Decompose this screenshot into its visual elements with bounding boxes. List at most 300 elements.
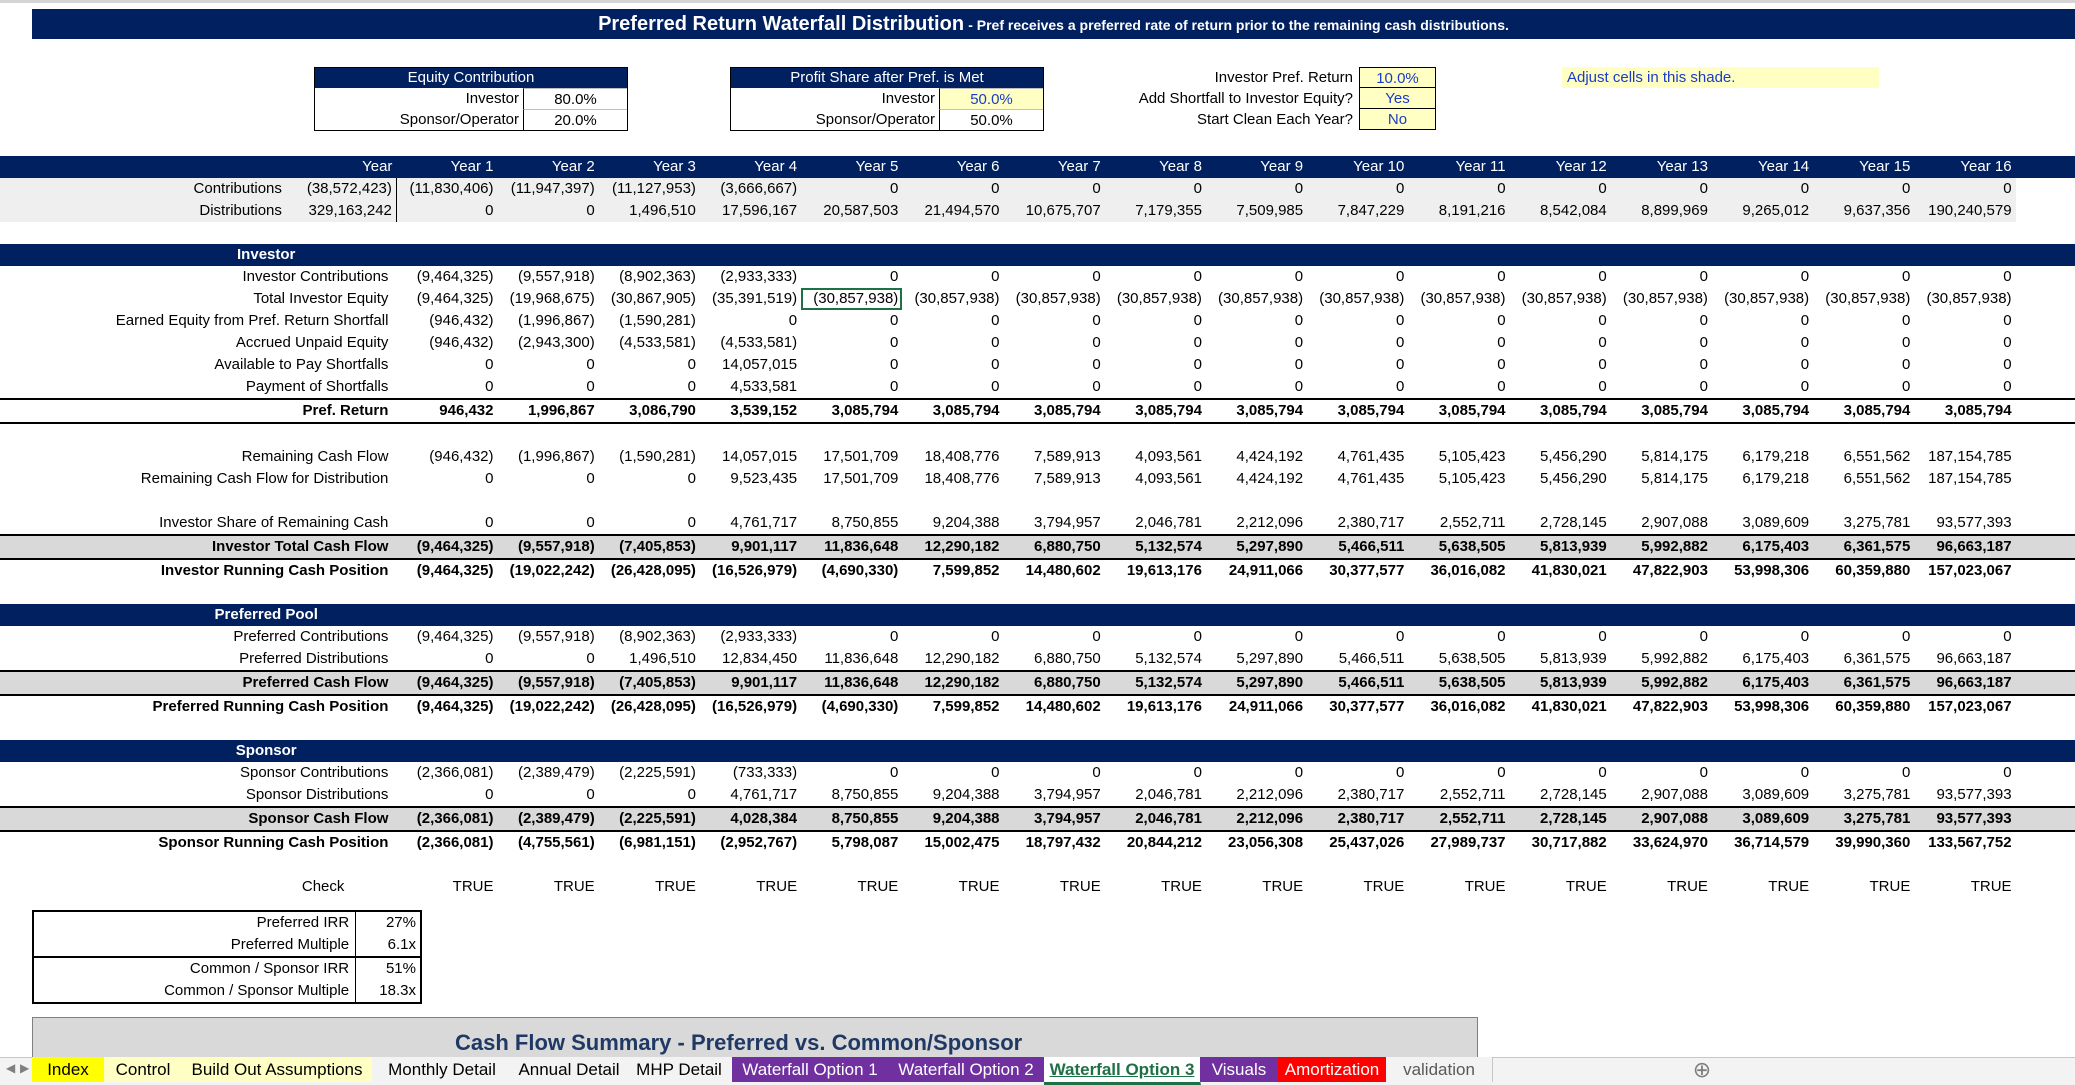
- empty-cell[interactable]: [1813, 490, 1914, 512]
- empty-cell[interactable]: [700, 740, 801, 762]
- value-cell[interactable]: (7,405,853): [599, 535, 700, 559]
- empty-cell[interactable]: [1408, 604, 1509, 626]
- empty-cell[interactable]: [2016, 310, 2075, 332]
- value-cell[interactable]: (30,857,938): [1420, 290, 1506, 307]
- empty-cell[interactable]: [1307, 244, 1408, 266]
- empty-cell[interactable]: [700, 423, 801, 446]
- empty-cell[interactable]: [2016, 200, 2075, 222]
- empty-cell[interactable]: [0, 718, 396, 740]
- value-cell[interactable]: 0: [485, 786, 494, 803]
- value-cell[interactable]: 0: [1193, 378, 1202, 395]
- empty-cell[interactable]: [1611, 490, 1712, 512]
- value-cell[interactable]: (1,996,867): [517, 312, 595, 329]
- value-cell[interactable]: 27,989,737: [1430, 834, 1506, 851]
- value-cell[interactable]: (19,022,242): [509, 698, 595, 715]
- empty-cell[interactable]: [1408, 740, 1509, 762]
- empty-cell[interactable]: [599, 222, 700, 244]
- value-cell[interactable]: 0: [1092, 312, 1101, 329]
- value-cell[interactable]: 5,297,890: [1236, 650, 1304, 667]
- empty-cell[interactable]: [801, 854, 902, 876]
- empty-cell[interactable]: [1510, 582, 1611, 604]
- value-cell[interactable]: 2,380,717: [1337, 514, 1405, 531]
- value-cell[interactable]: 0: [2003, 356, 2012, 373]
- value-cell[interactable]: 17,501,709: [823, 470, 899, 487]
- value-cell[interactable]: 0: [1105, 178, 1206, 200]
- empty-cell[interactable]: [700, 604, 801, 626]
- value-cell[interactable]: 0: [889, 628, 899, 645]
- value-cell[interactable]: (9,557,918): [517, 268, 595, 285]
- value-cell[interactable]: 5,813,939: [1540, 650, 1607, 667]
- empty-cell[interactable]: [2016, 376, 2075, 399]
- value-cell[interactable]: 5,466,511: [1307, 535, 1408, 559]
- value-cell[interactable]: 0: [1497, 312, 1506, 329]
- value-cell[interactable]: TRUE: [1667, 878, 1708, 895]
- value-cell[interactable]: 2,212,096: [1236, 514, 1304, 531]
- value-cell[interactable]: 24,911,066: [1228, 562, 1304, 579]
- year-header-cell[interactable]: Year 14: [1712, 156, 1813, 178]
- value-cell[interactable]: 0: [1497, 268, 1506, 285]
- value-cell[interactable]: TRUE: [1970, 878, 2012, 895]
- value-cell[interactable]: 5,813,939: [1510, 671, 1611, 695]
- value-cell[interactable]: (30,867,905): [610, 290, 696, 307]
- value-cell[interactable]: TRUE: [1059, 878, 1101, 895]
- empty-cell[interactable]: [1206, 854, 1307, 876]
- value-cell[interactable]: 96,663,187: [1936, 650, 2012, 667]
- empty-cell[interactable]: [0, 582, 396, 604]
- value-cell[interactable]: 3,089,609: [1742, 786, 1810, 803]
- value-cell[interactable]: 0: [687, 378, 696, 395]
- year-header-cell[interactable]: Year 4: [700, 156, 801, 178]
- value-cell[interactable]: 2,046,781: [1105, 807, 1206, 831]
- empty-cell[interactable]: [1408, 854, 1509, 876]
- empty-cell[interactable]: [2016, 512, 2075, 535]
- value-cell[interactable]: 0: [1800, 268, 1810, 285]
- value-cell[interactable]: (4,533,581): [619, 334, 696, 351]
- value-cell[interactable]: 0: [396, 200, 497, 222]
- row-label[interactable]: Remaining Cash Flow: [241, 448, 389, 465]
- row-label[interactable]: Sponsor Contributions: [239, 764, 389, 781]
- empty-cell[interactable]: [1004, 718, 1105, 740]
- value-cell[interactable]: 0: [1294, 764, 1304, 781]
- value-cell[interactable]: 5,638,505: [1408, 671, 1509, 695]
- empty-cell[interactable]: [498, 604, 599, 626]
- empty-cell[interactable]: [1307, 490, 1408, 512]
- empty-cell[interactable]: [396, 854, 497, 876]
- value-cell[interactable]: 8,750,855: [831, 786, 899, 803]
- value-cell[interactable]: 4,424,192: [1236, 448, 1304, 465]
- value-cell[interactable]: (2,952,767): [720, 834, 798, 851]
- value-cell[interactable]: 0: [1699, 764, 1708, 781]
- empty-cell[interactable]: [1408, 718, 1509, 740]
- empty-cell[interactable]: [2016, 354, 2075, 376]
- empty-cell[interactable]: [1914, 582, 2015, 604]
- value-cell[interactable]: (9,464,325): [396, 671, 497, 695]
- value-cell[interactable]: 3,085,794: [1004, 399, 1105, 423]
- empty-cell[interactable]: [1611, 244, 1712, 266]
- value-cell[interactable]: 0: [991, 312, 1000, 329]
- empty-cell[interactable]: [2016, 178, 2075, 200]
- value-cell[interactable]: TRUE: [655, 878, 696, 895]
- value-cell[interactable]: 0: [586, 470, 595, 487]
- empty-cell[interactable]: [1611, 222, 1712, 244]
- value-cell[interactable]: 0: [1699, 312, 1708, 329]
- sheet-tab-visuals[interactable]: Visuals: [1200, 1057, 1279, 1082]
- value-cell[interactable]: (946,432): [429, 334, 494, 351]
- value-cell[interactable]: 157,023,067: [1928, 562, 2012, 579]
- value-cell[interactable]: 0: [1497, 334, 1506, 351]
- section-header[interactable]: Sponsor: [0, 740, 396, 762]
- empty-cell[interactable]: [2016, 559, 2075, 582]
- value-cell[interactable]: 187,154,785: [1928, 470, 2012, 487]
- empty-cell[interactable]: [1105, 582, 1206, 604]
- value-cell[interactable]: 8,542,084: [1510, 200, 1611, 222]
- value-cell[interactable]: 17,501,709: [823, 448, 899, 465]
- value-cell[interactable]: 0: [1712, 178, 1813, 200]
- empty-cell[interactable]: [2016, 762, 2075, 784]
- value-cell[interactable]: 30,377,577: [1329, 698, 1405, 715]
- sheet-tab-annual-detail[interactable]: Annual Detail: [512, 1057, 627, 1082]
- value-cell[interactable]: 5,992,882: [1611, 671, 1712, 695]
- empty-cell[interactable]: [801, 423, 902, 446]
- value-cell[interactable]: (30,857,938): [1825, 290, 1911, 307]
- empty-cell[interactable]: [902, 718, 1003, 740]
- value-cell[interactable]: (4,533,581): [720, 334, 798, 351]
- empty-cell[interactable]: [498, 490, 599, 512]
- value-cell[interactable]: 12,290,182: [924, 650, 1000, 667]
- empty-cell[interactable]: [1307, 423, 1408, 446]
- value-cell[interactable]: 0: [2003, 378, 2012, 395]
- value-cell[interactable]: 7,509,985: [1206, 200, 1307, 222]
- value-cell[interactable]: 9,204,388: [932, 514, 1000, 531]
- year-header-cell[interactable]: Year 2: [498, 156, 599, 178]
- value-cell[interactable]: 3,085,794: [1510, 399, 1611, 423]
- value-cell[interactable]: 12,290,182: [902, 671, 1003, 695]
- value-cell[interactable]: (4,690,330): [821, 562, 899, 579]
- value-cell[interactable]: 1,496,510: [629, 650, 696, 667]
- value-cell[interactable]: TRUE: [1363, 878, 1405, 895]
- value-cell[interactable]: 8,191,216: [1408, 200, 1509, 222]
- value-cell[interactable]: 0: [1510, 178, 1611, 200]
- value-cell[interactable]: 0: [498, 200, 599, 222]
- empty-cell[interactable]: [0, 222, 396, 244]
- value-cell[interactable]: (9,557,918): [498, 671, 599, 695]
- value-cell[interactable]: 0: [2003, 628, 2012, 645]
- empty-cell[interactable]: [1004, 740, 1105, 762]
- empty-cell[interactable]: [1307, 222, 1408, 244]
- empty-cell[interactable]: [1004, 423, 1105, 446]
- preferred-multiple-cell[interactable]: 6.1x: [355, 934, 420, 956]
- empty-cell[interactable]: [1611, 740, 1712, 762]
- sheet-tab-amortization[interactable]: Amortization: [1278, 1057, 1387, 1082]
- year-header-cell[interactable]: Year 10: [1307, 156, 1408, 178]
- empty-cell[interactable]: [498, 854, 599, 876]
- value-cell[interactable]: 5,297,890: [1206, 671, 1307, 695]
- empty-cell[interactable]: [902, 740, 1003, 762]
- value-cell[interactable]: 0: [1902, 764, 1911, 781]
- value-cell[interactable]: 0: [1800, 378, 1810, 395]
- value-cell[interactable]: 0: [1800, 764, 1810, 781]
- value-cell[interactable]: 24,911,066: [1228, 698, 1304, 715]
- value-cell[interactable]: 2,212,096: [1236, 786, 1304, 803]
- value-cell[interactable]: (9,464,325): [396, 535, 497, 559]
- value-cell[interactable]: 6,175,403: [1712, 535, 1813, 559]
- empty-cell[interactable]: [1813, 740, 1914, 762]
- empty-cell[interactable]: [1206, 222, 1307, 244]
- value-cell[interactable]: 3,539,152: [700, 399, 801, 423]
- row-label[interactable]: Accrued Unpaid Equity: [235, 334, 389, 351]
- empty-cell[interactable]: [498, 222, 599, 244]
- empty-cell[interactable]: [801, 718, 902, 740]
- empty-cell[interactable]: [902, 604, 1003, 626]
- value-cell[interactable]: 3,085,794: [801, 399, 902, 423]
- value-cell[interactable]: 53,998,306: [1734, 562, 1810, 579]
- value-cell[interactable]: 0: [1092, 628, 1101, 645]
- empty-cell[interactable]: [2016, 604, 2075, 626]
- empty-cell[interactable]: [1307, 740, 1408, 762]
- value-cell[interactable]: 14,057,015: [722, 356, 798, 373]
- value-cell[interactable]: (35,391,519): [712, 290, 798, 307]
- value-cell[interactable]: 60,359,880: [1835, 698, 1911, 715]
- value-cell[interactable]: 0: [1598, 628, 1607, 645]
- empty-cell[interactable]: [1206, 244, 1307, 266]
- value-cell[interactable]: 2,907,088: [1641, 786, 1708, 803]
- empty-cell[interactable]: [1914, 854, 2015, 876]
- value-cell[interactable]: 8,899,969: [1611, 200, 1712, 222]
- value-cell[interactable]: 0: [1395, 268, 1405, 285]
- value-cell[interactable]: 0: [1395, 764, 1405, 781]
- empty-cell[interactable]: [1206, 490, 1307, 512]
- empty-cell[interactable]: [1307, 582, 1408, 604]
- year-header-cell[interactable]: Year 13: [1611, 156, 1712, 178]
- value-cell[interactable]: 4,093,561: [1135, 448, 1202, 465]
- value-cell[interactable]: 946,432: [396, 399, 497, 423]
- value-cell[interactable]: 19,613,176: [1126, 562, 1202, 579]
- value-cell[interactable]: (26,428,095): [610, 562, 696, 579]
- row-label[interactable]: Total Investor Equity: [253, 290, 389, 307]
- empty-cell[interactable]: [1105, 604, 1206, 626]
- value-cell[interactable]: 6,880,750: [1004, 535, 1105, 559]
- value-cell[interactable]: 0: [1598, 378, 1607, 395]
- value-cell[interactable]: 0: [1497, 356, 1506, 373]
- value-cell[interactable]: 9,265,012: [1712, 200, 1813, 222]
- value-cell[interactable]: (733,333): [732, 764, 798, 781]
- empty-cell[interactable]: [700, 854, 801, 876]
- value-cell[interactable]: (7,405,853): [599, 671, 700, 695]
- value-cell[interactable]: 0: [1092, 764, 1101, 781]
- empty-cell[interactable]: [2016, 266, 2075, 288]
- empty-cell[interactable]: [1914, 244, 2015, 266]
- value-cell[interactable]: 6,551,562: [1843, 470, 1911, 487]
- value-cell[interactable]: 30,377,577: [1329, 562, 1405, 579]
- value-cell[interactable]: 5,105,423: [1438, 448, 1506, 465]
- value-cell[interactable]: 7,589,913: [1033, 470, 1101, 487]
- value-cell[interactable]: 0: [1611, 178, 1712, 200]
- empty-cell[interactable]: [2016, 399, 2075, 423]
- sponsor-multiple-cell[interactable]: 18.3x: [355, 980, 420, 1002]
- value-cell[interactable]: (16,526,979): [712, 562, 798, 579]
- value-cell[interactable]: 0: [1699, 268, 1708, 285]
- value-cell[interactable]: 7,847,229: [1307, 200, 1408, 222]
- value-cell[interactable]: (3,666,667): [700, 178, 801, 200]
- empty-cell[interactable]: [2016, 468, 2075, 490]
- value-cell[interactable]: 19,613,176: [1126, 698, 1202, 715]
- value-cell[interactable]: 133,567,752: [1928, 834, 2012, 851]
- sheet-tab-validation[interactable]: validation: [1386, 1057, 1493, 1082]
- value-cell[interactable]: (30,857,938): [801, 288, 902, 310]
- value-cell[interactable]: (30,857,938): [1926, 290, 2012, 307]
- value-cell[interactable]: 6,179,218: [1742, 470, 1810, 487]
- value-cell[interactable]: 0: [991, 628, 1000, 645]
- value-cell[interactable]: 93,577,393: [1936, 514, 2012, 531]
- value-cell[interactable]: 93,577,393: [1936, 786, 2012, 803]
- empty-cell[interactable]: [1914, 718, 2015, 740]
- value-cell[interactable]: 5,466,511: [1338, 650, 1405, 667]
- value-cell[interactable]: 6,361,575: [1843, 650, 1911, 667]
- value-cell[interactable]: 4,761,435: [1337, 470, 1405, 487]
- empty-cell[interactable]: [2016, 446, 2075, 468]
- value-cell[interactable]: 0: [1902, 628, 1911, 645]
- value-cell[interactable]: 3,794,957: [1004, 807, 1105, 831]
- empty-cell[interactable]: [599, 604, 700, 626]
- value-cell[interactable]: (30,857,938): [1116, 290, 1202, 307]
- profit-sponsor-cell[interactable]: 50.0%: [939, 109, 1043, 130]
- sheet-tab-waterfall-option-1[interactable]: Waterfall Option 1: [732, 1057, 889, 1082]
- summary-label-cell[interactable]: [0, 178, 396, 200]
- value-cell[interactable]: 12,290,182: [902, 535, 1003, 559]
- value-cell[interactable]: 12,834,450: [722, 650, 798, 667]
- empty-cell[interactable]: [700, 490, 801, 512]
- value-cell[interactable]: 60,359,880: [1835, 562, 1911, 579]
- value-cell[interactable]: (1,996,867): [517, 448, 595, 465]
- preferred-irr-cell[interactable]: 27%: [355, 912, 420, 934]
- value-cell[interactable]: 0: [1395, 312, 1405, 329]
- value-cell[interactable]: 0: [1294, 312, 1304, 329]
- value-cell[interactable]: (19,968,675): [509, 290, 595, 307]
- empty-cell[interactable]: [1611, 718, 1712, 740]
- add-sheet-icon[interactable]: ⊕: [1692, 1057, 1712, 1082]
- value-cell[interactable]: 0: [2003, 764, 2012, 781]
- value-cell[interactable]: 5,132,574: [1105, 671, 1206, 695]
- row-label[interactable]: Payment of Shortfalls: [245, 378, 389, 395]
- empty-cell[interactable]: [1307, 718, 1408, 740]
- value-cell[interactable]: 0: [2003, 312, 2012, 329]
- empty-cell[interactable]: [396, 490, 497, 512]
- empty-cell[interactable]: [1307, 854, 1408, 876]
- empty-cell[interactable]: [1914, 740, 2015, 762]
- empty-cell[interactable]: [599, 582, 700, 604]
- value-cell[interactable]: 0: [1395, 334, 1405, 351]
- empty-cell[interactable]: [1712, 423, 1813, 446]
- value-cell[interactable]: 20,587,503: [801, 200, 902, 222]
- empty-cell[interactable]: [1510, 740, 1611, 762]
- year-header-cell[interactable]: Year 6: [902, 156, 1003, 178]
- sheet-tab-build-out-assumptions[interactable]: Build Out Assumptions: [182, 1057, 373, 1082]
- value-cell[interactable]: 0: [1800, 356, 1810, 373]
- empty-cell[interactable]: [902, 854, 1003, 876]
- year-header-cell[interactable]: Year 3: [599, 156, 700, 178]
- section-header[interactable]: Investor: [0, 244, 396, 266]
- empty-cell[interactable]: [599, 244, 700, 266]
- value-cell[interactable]: 0: [1598, 312, 1607, 329]
- value-cell[interactable]: 0: [1902, 334, 1911, 351]
- value-cell[interactable]: (8,902,363): [619, 628, 696, 645]
- sheet-tab-index[interactable]: Index: [32, 1057, 105, 1082]
- empty-cell[interactable]: [1004, 222, 1105, 244]
- value-cell[interactable]: 2,380,717: [1307, 807, 1408, 831]
- value-cell[interactable]: 0: [2003, 334, 2012, 351]
- empty-cell[interactable]: [1105, 490, 1206, 512]
- empty-cell[interactable]: [902, 244, 1003, 266]
- value-cell[interactable]: 0: [1193, 356, 1202, 373]
- value-cell[interactable]: 3,085,794: [1206, 399, 1307, 423]
- value-cell[interactable]: 0: [1598, 356, 1607, 373]
- empty-cell[interactable]: [2016, 876, 2075, 898]
- value-cell[interactable]: 4,028,384: [700, 807, 801, 831]
- value-cell[interactable]: 0: [1699, 628, 1708, 645]
- row-label[interactable]: Preferred Contributions: [233, 628, 389, 645]
- value-cell[interactable]: (11,127,953): [599, 178, 700, 200]
- value-cell[interactable]: 0: [1092, 334, 1101, 351]
- empty-cell[interactable]: [1408, 423, 1509, 446]
- empty-cell[interactable]: [801, 222, 902, 244]
- value-cell[interactable]: 0: [991, 356, 1000, 373]
- empty-cell[interactable]: [498, 740, 599, 762]
- value-cell[interactable]: 21,494,570: [902, 200, 1003, 222]
- empty-cell[interactable]: [1712, 740, 1813, 762]
- value-cell[interactable]: 0: [991, 764, 1000, 781]
- sheet-tab-mhp-detail[interactable]: MHP Detail: [626, 1057, 733, 1082]
- value-cell[interactable]: TRUE: [1262, 878, 1304, 895]
- empty-cell[interactable]: [2016, 332, 2075, 354]
- empty-cell[interactable]: [1712, 604, 1813, 626]
- empty-cell[interactable]: [1206, 740, 1307, 762]
- empty-cell[interactable]: [2016, 156, 2075, 178]
- value-cell[interactable]: 0: [1307, 178, 1408, 200]
- value-cell[interactable]: 5,992,882: [1641, 650, 1708, 667]
- value-cell[interactable]: 0: [1902, 378, 1911, 395]
- value-cell[interactable]: (4,755,561): [517, 834, 595, 851]
- empty-cell[interactable]: [599, 490, 700, 512]
- year-header-cell[interactable]: Year 16: [1914, 156, 2015, 178]
- value-cell[interactable]: 5,638,505: [1438, 650, 1506, 667]
- value-cell[interactable]: 2,907,088: [1611, 807, 1712, 831]
- empty-cell[interactable]: [0, 854, 396, 876]
- value-cell[interactable]: 0: [687, 786, 696, 803]
- empty-cell[interactable]: [396, 222, 497, 244]
- value-cell[interactable]: 3,085,794: [902, 399, 1003, 423]
- year-header-cell[interactable]: Year 11: [1408, 156, 1509, 178]
- value-cell[interactable]: 3,089,609: [1742, 514, 1810, 531]
- value-cell[interactable]: 36,016,082: [1430, 698, 1506, 715]
- empty-cell[interactable]: [1510, 222, 1611, 244]
- row-label[interactable]: Remaining Cash Flow for Distribution: [140, 470, 389, 487]
- value-cell[interactable]: 18,408,776: [924, 470, 1000, 487]
- empty-cell[interactable]: [2016, 582, 2075, 604]
- value-cell[interactable]: 5,813,939: [1510, 535, 1611, 559]
- empty-cell[interactable]: [1105, 718, 1206, 740]
- value-cell[interactable]: 0: [1497, 628, 1506, 645]
- value-cell[interactable]: 3,085,794: [1712, 399, 1813, 423]
- value-cell[interactable]: TRUE: [756, 878, 798, 895]
- value-cell[interactable]: (4,690,330): [821, 698, 899, 715]
- empty-cell[interactable]: [1611, 604, 1712, 626]
- empty-cell[interactable]: [1813, 718, 1914, 740]
- value-cell[interactable]: 0: [1902, 356, 1911, 373]
- value-cell[interactable]: 0: [1193, 628, 1202, 645]
- row-label[interactable]: Preferred Cash Flow: [0, 671, 396, 695]
- value-cell[interactable]: 4,533,581: [730, 378, 798, 395]
- empty-cell[interactable]: [700, 718, 801, 740]
